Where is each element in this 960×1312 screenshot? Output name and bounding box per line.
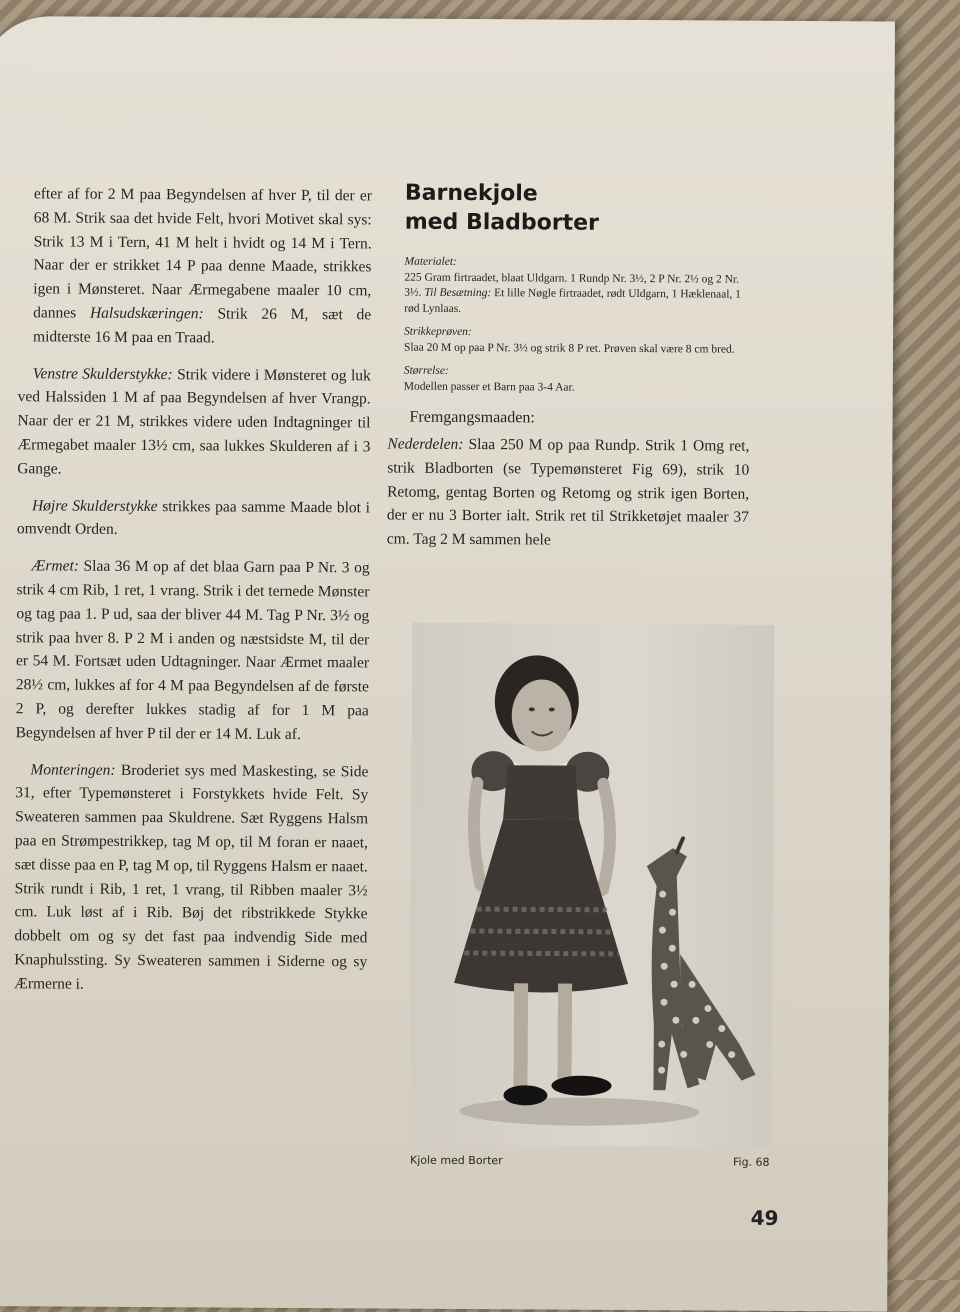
left-text-column bbox=[14, 182, 372, 1011]
girl-with-giraffe-illustration bbox=[409, 623, 774, 1147]
right-text-column bbox=[387, 179, 751, 554]
book-page bbox=[0, 16, 895, 1312]
paragraph-body-shaping: efter af for 2 M paa Begyndelsen af hver P, til der er 68 M. Strik saa det hvide Felt, hvori Motivet skal sys: Strik 13 M i Tern, 41 M helt i hvidt og 14 M i Tern. Naar der er strikket 14 P paa denne Maade, strikkes igen i Mønsteret. Naar Ærmegabene maaler 10 cm, dannes Halsudskæringen: Strik 26 M, sæt de midterste 16 M paa en Traad. bbox=[32, 185, 372, 347]
spec-gauge: Strikkeprøven: Slaa 20 M op paa P Nr. 3½ og strik 8 P ret. Prøven skal være 8 cm bred. bbox=[403, 325, 735, 356]
paragraph-skirt: Nederdelen: Slaa 250 M op paa Rundp. Strik 1 Omg ret, strik Bladborten (se Typemønsteret Fig 69), strik 10 Retomg, gentag Borten og Retomg og strik igen Borten, der er nu 3 Borter ialt. Strik ret til Strikketøjet maaler 37 cm. Tag 2 M sammen hele bbox=[386, 435, 750, 549]
spec-size: Størrelse: Modellen passer et Barn paa 3-4 Aar. bbox=[403, 364, 575, 394]
paragraph-right-shoulder: Højre Skulderstykke strikkes paa samme Maade blot i omvendt Orden. bbox=[16, 496, 371, 539]
figure-caption: Kjole med Borter bbox=[409, 1153, 503, 1168]
pattern-title: Barnekjole med Bladborter bbox=[404, 180, 599, 236]
paragraph-sleeve: Ærmet: Slaa 36 M op af det blaa Garn paa P Nr. 3 og strik 4 cm Rib, 1 ret, 1 vrang. Strik i det ternede Mønster og tag paa 1. P ud, saa der bliver 44 M. Tag P Nr. 3½ og strik paa hver 8. P 2 M i anden og næstsidste M, til der er 54 M. Fortsæt uden Udtagninger. Naar Ærmet maaler 28½ cm, lukkes af for 4 M paa Begyndelsen af de første 2 P, og derefter lukkes stadig af for 1 M paa Begyndelsen af hver P til der er 14 M. Luk af. bbox=[15, 557, 370, 743]
figure-number: Fig. 68 bbox=[732, 1155, 770, 1169]
figure-photo bbox=[409, 623, 774, 1147]
paragraph-left-shoulder: Venstre Skulderstykke: Strik videre i Mønsteret og luk ved Halssiden 1 M af paa Begyndelsen af hver Vrangp. Naar der er 21 M, strikkes videre uden Indtagninger til Ærmegabet maaler 13½ cm, saa lukkes Skulderen af i 3 Gange. bbox=[17, 364, 371, 478]
page-number: 49 bbox=[750, 1205, 779, 1230]
toy-giraffe bbox=[645, 838, 757, 1091]
spec-materials: Materialet: 225 Gram firtraadet, blaat Uldgarn. 1 Rundp Nr. 3½, 2 P Nr. 2½ og 2 Nr. 3½. Til Besætning: Et lille Nøgle firtraadet, rødt Uldgarn, 1 Hæklenaal, 1 rød Lynlaas. bbox=[404, 255, 741, 315]
paragraph-assembly: Monteringen: Broderiet sys med Maskesting, se Side 31, efter Typemønsteret i Forstykkets hvide Felt. Sy Sweateren sammen paa Skuldrene. Sæt Ryggens Halsm paa en Strømpestrikkep, tag M op, til M foran er naaet, sæt disse paa en P, tag M op, til Ryggens Halsm er naaet. Strik rundt i Rib, 1 ret, 1 vrang, til Ribben maaler 3½ cm. Luk løst af i Rib. Bøj det ribstrikkede Stykke dobbelt om og sy det fast paa indvendig Side med Knaphulssting. Sy Sweateren sammen i Siderne og sy Ærmerne i. bbox=[14, 760, 369, 993]
method-heading: Fremgangsmaaden: bbox=[409, 408, 535, 427]
